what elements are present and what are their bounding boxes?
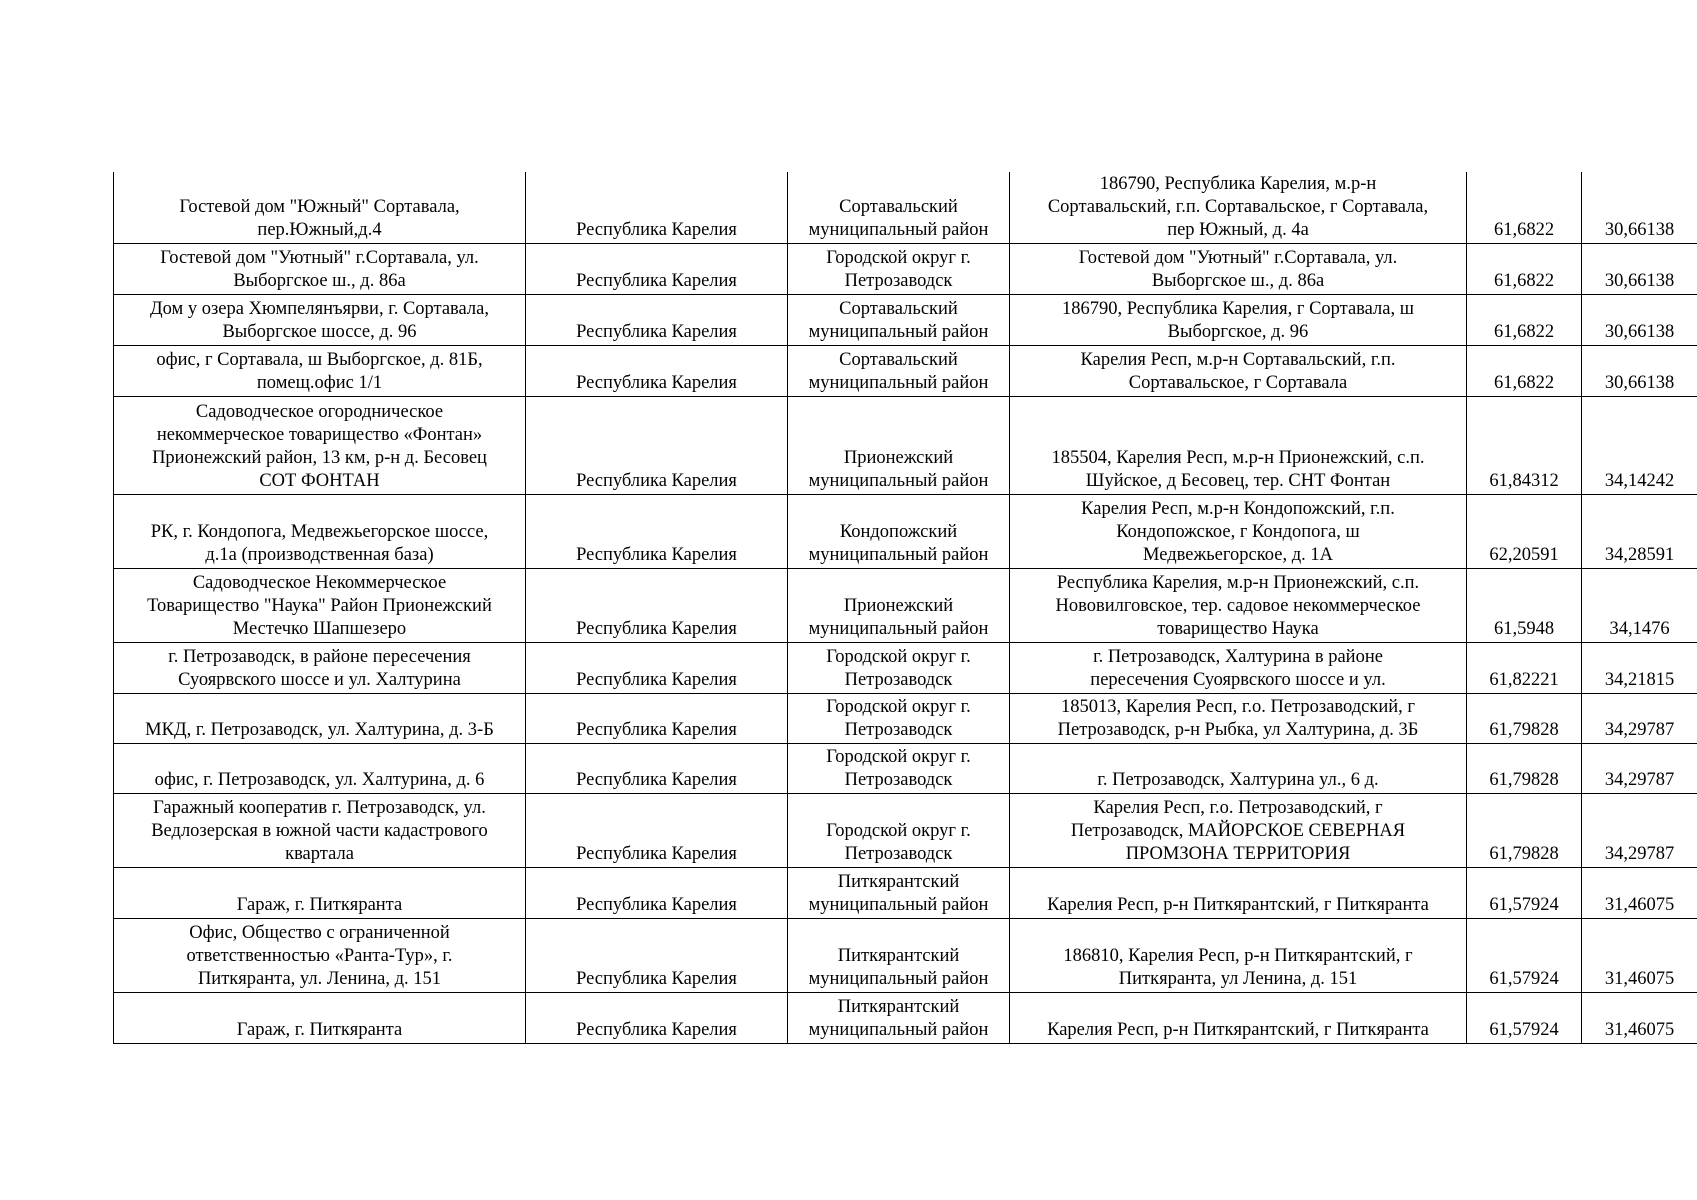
longitude-cell (1582, 868, 1697, 919)
longitude-cell (1582, 495, 1697, 569)
cell-text-line: Петрозаводск, МАЙОРСКОЕ СЕВЕРНАЯ (1070, 821, 1406, 841)
cell-text: 61,79828 (1489, 844, 1559, 864)
address-cell (1010, 643, 1467, 694)
longitude-cell (1582, 569, 1697, 643)
district-cell (788, 868, 1010, 919)
region-cell (526, 295, 788, 346)
latitude-cell (1467, 868, 1582, 919)
address-cell (1010, 495, 1467, 569)
cell-text-line: Сортавальский (839, 299, 958, 319)
cell-text-line: Выборгское, д. 96 (1167, 322, 1309, 342)
cell-text-line: муниципальный район (808, 895, 989, 915)
region-cell (526, 397, 788, 495)
region-cell (526, 172, 788, 244)
cell-text: 30,66138 (1604, 373, 1675, 393)
cell-text: 61,6822 (1493, 271, 1555, 291)
facility-name-cell (114, 569, 526, 643)
cell-text-line: офис, г Сортавала, ш Выборгское, д. 81Б, (156, 350, 483, 370)
cell-text: 34,21815 (1604, 670, 1675, 690)
cell-text-line: Суоярвского шоссе и ул. Халтурина (178, 670, 461, 690)
table-body (114, 172, 1697, 1044)
cell-text-line: Республика Карелия (576, 1020, 737, 1040)
latitude-cell (1467, 694, 1582, 744)
cell-text: 34,14242 (1604, 471, 1675, 491)
cell-text-line: ответственностью «Ранта-Тур», г. (186, 946, 453, 966)
cell-text-line: Гараж, г. Питкяранта (236, 1020, 403, 1040)
cell-text-line: пер.Южный,д.4 (257, 220, 382, 240)
table-row (114, 495, 1697, 569)
cell-text: 61,82221 (1489, 670, 1559, 690)
facility-name-cell (114, 643, 526, 694)
district-cell (788, 346, 1010, 397)
table-row (114, 868, 1697, 919)
cell-text-line: Медвежьегорское, д. 1А (1143, 545, 1333, 565)
cell-text-line: Местечко Шапшезеро (232, 619, 407, 639)
facility-name-cell (114, 244, 526, 295)
cell-text: 31,46075 (1604, 895, 1675, 915)
table-row (114, 244, 1697, 295)
longitude-cell (1582, 794, 1697, 868)
cell-text-line: муниципальный район (808, 619, 989, 639)
table-row (114, 794, 1697, 868)
address-cell (1010, 794, 1467, 868)
cell-text-line: Республика Карелия (576, 895, 737, 915)
district-cell (788, 495, 1010, 569)
cell-text-line: Республика Карелия (576, 545, 737, 565)
facility-name-cell (114, 495, 526, 569)
cell-text: 31,46075 (1604, 1020, 1675, 1040)
latitude-cell (1467, 569, 1582, 643)
cell-text-line: муниципальный район (808, 322, 989, 342)
latitude-cell (1467, 244, 1582, 295)
cell-text-line: СОТ ФОНТАН (259, 471, 380, 491)
cell-text-line: г. Петрозаводск, Халтурина ул., 6 д. (1097, 770, 1379, 790)
address-cell (1010, 295, 1467, 346)
facility-name-cell (114, 794, 526, 868)
cell-text-line: помещ.офис 1/1 (256, 373, 383, 393)
cell-text-line: Выборгское ш., д. 86а (1151, 271, 1325, 291)
address-cell (1010, 346, 1467, 397)
cell-text-line: пересечения Суоярвского шоссе и ул. (1090, 670, 1386, 690)
address-cell (1010, 172, 1467, 244)
latitude-cell (1467, 346, 1582, 397)
table-row (114, 744, 1697, 794)
cell-text-line: Республика Карелия, м.р-н Прионежский, с.п. (1056, 573, 1420, 593)
cell-text-line: Петрозаводск (844, 720, 953, 740)
table-row (114, 295, 1697, 346)
region-cell (526, 993, 788, 1044)
cell-text-line: Городской округ г. (826, 647, 971, 667)
cell-text: 34,28591 (1604, 545, 1675, 565)
cell-text-line: 186790, Республика Карелия, г Сортавала, ш (1061, 299, 1414, 319)
longitude-cell (1582, 172, 1697, 244)
longitude-cell (1582, 744, 1697, 794)
cell-text-line: Гараж, г. Питкяранта (236, 895, 403, 915)
cell-text: 61,57924 (1489, 895, 1559, 915)
cell-text-line: муниципальный район (808, 373, 989, 393)
latitude-cell (1467, 919, 1582, 993)
latitude-cell (1467, 172, 1582, 244)
region-cell (526, 346, 788, 397)
cell-text-line: 186810, Карелия Респ, р-н Питкярантский, г (1063, 946, 1413, 966)
latitude-cell (1467, 495, 1582, 569)
district-cell (788, 643, 1010, 694)
cell-text: 61,57924 (1489, 969, 1559, 989)
cell-text-line: Карелия Респ, р-н Питкярантский, г Питкяранта (1047, 1020, 1429, 1040)
cell-text-line: Выборгское шоссе, д. 96 (222, 322, 417, 342)
region-cell (526, 495, 788, 569)
district-cell (788, 744, 1010, 794)
cell-text-line: Республика Карелия (576, 220, 737, 240)
cell-text-line: товарищество Наука (1157, 619, 1319, 639)
cell-text: 34,29787 (1604, 844, 1675, 864)
facility-name-cell (114, 993, 526, 1044)
cell-text-line: Офис, Общество с ограниченной (189, 923, 450, 943)
latitude-cell (1467, 397, 1582, 495)
cell-text: 61,79828 (1489, 770, 1559, 790)
cell-text-line: Гостевой дом "Уютный" г.Сортавала, ул. (160, 248, 479, 268)
cell-text-line: Прионежский (843, 596, 954, 616)
latitude-cell (1467, 993, 1582, 1044)
district-cell (788, 694, 1010, 744)
cell-text-line: офис, г. Петрозаводск, ул. Халтурина, д. 6 (154, 770, 485, 790)
facility-name-cell (114, 744, 526, 794)
cell-text-line: некоммерческое товарищество «Фонтан» (156, 425, 483, 445)
cell-text-line: Городской округ г. (826, 747, 971, 767)
facility-name-cell (114, 295, 526, 346)
cell-text-line: Республика Карелия (576, 271, 737, 291)
cell-text: 31,46075 (1604, 969, 1675, 989)
district-cell (788, 295, 1010, 346)
longitude-cell (1582, 993, 1697, 1044)
longitude-cell (1582, 346, 1697, 397)
cell-text-line: РК, г. Кондопога, Медвежьегорское шоссе, (150, 522, 489, 542)
cell-text-line: 186790, Республика Карелия, м.р-н (1099, 174, 1377, 194)
cell-text-line: Республика Карелия (576, 969, 737, 989)
region-cell (526, 694, 788, 744)
cell-text-line: Сортавальский, г.п. Сортавальское, г Сортавала, (1047, 197, 1429, 217)
region-cell (526, 643, 788, 694)
cell-text: 30,66138 (1604, 271, 1675, 291)
cell-text-line: 185013, Карелия Респ, г.о. Петрозаводский, г (1061, 697, 1415, 717)
cell-text-line: Республика Карелия (576, 720, 737, 740)
cell-text-line: Питкярантский (837, 997, 960, 1017)
cell-text: 61,5948 (1493, 619, 1555, 639)
cell-text-line: Республика Карелия (576, 471, 737, 491)
cell-text-line: Петрозаводск (844, 844, 953, 864)
cell-text-line: 185504, Карелия Респ, м.р-н Прионежский, с.п. (1051, 448, 1425, 468)
district-cell (788, 569, 1010, 643)
cell-text-line: Кондопожское, г Кондопога, ш (1116, 522, 1360, 542)
longitude-cell (1582, 919, 1697, 993)
longitude-cell (1582, 295, 1697, 346)
region-cell (526, 919, 788, 993)
region-cell (526, 868, 788, 919)
cell-text-line: Товарищество "Наука" Район Прионежский (147, 596, 492, 616)
cell-text-line: муниципальный район (808, 471, 989, 491)
cell-text-line: Карелия Респ, м.р-н Сортавальский, г.п. (1080, 350, 1396, 370)
cell-text-line: г. Петрозаводск, в районе пересечения (168, 647, 471, 667)
latitude-cell (1467, 744, 1582, 794)
cell-text-line: Гостевой дом "Уютный" г.Сортавала, ул. (1078, 248, 1398, 268)
region-cell (526, 744, 788, 794)
cell-text-line: ПРОМЗОНА ТЕРРИТОРИЯ (1125, 844, 1351, 864)
cell-text-line: Выборгское ш., д. 86а (233, 271, 406, 291)
cell-text-line: Петрозаводск (844, 670, 953, 690)
address-cell (1010, 569, 1467, 643)
cell-text-line: Прионежский (843, 448, 954, 468)
table-row (114, 694, 1697, 744)
cell-text: 30,66138 (1604, 220, 1675, 240)
cell-text-line: Сортавальское, г Сортавала (1128, 373, 1348, 393)
cell-text-line: Петрозаводск, р-н Рыбка, ул Халтурина, д. 3Б (1057, 720, 1419, 740)
cell-text-line: МКД, г. Петрозаводск, ул. Халтурина, д. 3-Б (145, 720, 494, 740)
cell-text-line: Республика Карелия (576, 619, 737, 639)
table-row (114, 993, 1697, 1044)
table-row (114, 346, 1697, 397)
longitude-cell (1582, 244, 1697, 295)
cell-text-line: Городской округ г. (826, 697, 971, 717)
cell-text: 34,1476 (1609, 619, 1670, 639)
cell-text: 61,6822 (1493, 373, 1555, 393)
latitude-cell (1467, 295, 1582, 346)
cell-text-line: Сортавальский (839, 350, 958, 370)
cell-text: 61,57924 (1489, 1020, 1559, 1040)
cell-text: 61,84312 (1489, 471, 1559, 491)
cell-text: 61,6822 (1493, 220, 1555, 240)
cell-text-line: пер Южный, д. 4а (1167, 220, 1309, 240)
cell-text-line: Республика Карелия (576, 322, 737, 342)
district-cell (788, 993, 1010, 1044)
cell-text-line: Шуйское, д Бесовец, тер. СНТ Фонтан (1085, 471, 1391, 491)
cell-text-line: Республика Карелия (576, 373, 737, 393)
district-cell (788, 794, 1010, 868)
address-cell (1010, 244, 1467, 295)
latitude-cell (1467, 643, 1582, 694)
table-row (114, 569, 1697, 643)
cell-text-line: Дом у озера Хюмпелянъярви, г. Сортавала, (150, 299, 489, 319)
facility-name-cell (114, 868, 526, 919)
longitude-cell (1582, 643, 1697, 694)
cell-text-line: Питкяранта, ул. Ленина, д. 151 (197, 969, 442, 989)
region-cell (526, 244, 788, 295)
cell-text-line: Петрозаводск (844, 271, 953, 291)
cell-text-line: Республика Карелия (576, 844, 737, 864)
cell-text-line: Городской округ г. (826, 821, 971, 841)
cell-text-line: Карелия Респ, м.р-н Кондопожский, г.п. (1081, 499, 1395, 519)
facility-name-cell (114, 346, 526, 397)
table-row (114, 919, 1697, 993)
facility-name-cell (114, 694, 526, 744)
region-cell (526, 794, 788, 868)
cell-text: 34,29787 (1604, 770, 1675, 790)
cell-text-line: Республика Карелия (576, 670, 737, 690)
address-cell (1010, 868, 1467, 919)
cell-text-line: г. Петрозаводск, Халтурина в районе (1093, 647, 1383, 667)
address-cell (1010, 397, 1467, 495)
longitude-cell (1582, 397, 1697, 495)
facility-name-cell (114, 172, 526, 244)
cell-text-line: Питкярантский (837, 946, 960, 966)
table-row (114, 172, 1697, 244)
cell-text-line: Питкярантский (837, 872, 960, 892)
region-cell (526, 569, 788, 643)
facility-name-cell (114, 397, 526, 495)
facility-name-cell (114, 919, 526, 993)
address-cell (1010, 919, 1467, 993)
address-cell (1010, 694, 1467, 744)
cell-text: 34,29787 (1604, 720, 1675, 740)
cell-text: 30,66138 (1604, 322, 1675, 342)
cell-text: 61,6822 (1493, 322, 1555, 342)
cell-text-line: Гостевой дом "Южный" Сортавала, (179, 197, 460, 217)
cell-text-line: Питкяранта, ул Ленина, д. 151 (1118, 969, 1358, 989)
cell-text-line: Кондопожский (839, 522, 958, 542)
cell-text-line: Петрозаводск (844, 770, 953, 790)
cell-text-line: муниципальный район (808, 220, 989, 240)
table-row (114, 643, 1697, 694)
address-cell (1010, 993, 1467, 1044)
district-cell (788, 919, 1010, 993)
district-cell (788, 397, 1010, 495)
cell-text-line: муниципальный район (808, 1020, 989, 1040)
cell-text-line: Сортавальский (839, 197, 958, 217)
cell-text: 61,79828 (1489, 720, 1559, 740)
cell-text-line: Садоводческое огородническое (195, 402, 444, 422)
address-cell (1010, 744, 1467, 794)
cell-text-line: д.1а (производственная база) (205, 545, 434, 565)
cell-text: 62,20591 (1489, 545, 1559, 565)
locations-table (113, 172, 1697, 1044)
cell-text-line: муниципальный район (808, 545, 989, 565)
cell-text-line: муниципальный район (808, 969, 989, 989)
cell-text-line: Республика Карелия (576, 770, 737, 790)
table-row (114, 397, 1697, 495)
cell-text-line: Прионежский район, 13 км, р-н д. Бесовец (152, 448, 487, 468)
cell-text-line: Городской округ г. (826, 248, 971, 268)
district-cell (788, 244, 1010, 295)
cell-text-line: Гаражный кооператив г. Петрозаводск, ул. (153, 798, 486, 818)
latitude-cell (1467, 794, 1582, 868)
cell-text-line: квартала (285, 844, 354, 864)
longitude-cell (1582, 694, 1697, 744)
cell-text-line: Ведлозерская в южной части кадастрового (151, 821, 488, 841)
cell-text-line: Нововилговское, тер. садовое некоммерческое (1055, 596, 1421, 616)
cell-text-line: Карелия Респ, р-н Питкярантский, г Питкяранта (1047, 895, 1429, 915)
district-cell (788, 172, 1010, 244)
cell-text-line: Карелия Респ, г.о. Петрозаводский, г (1093, 798, 1383, 818)
cell-text-line: Садоводческое Некоммерческое (192, 573, 447, 593)
